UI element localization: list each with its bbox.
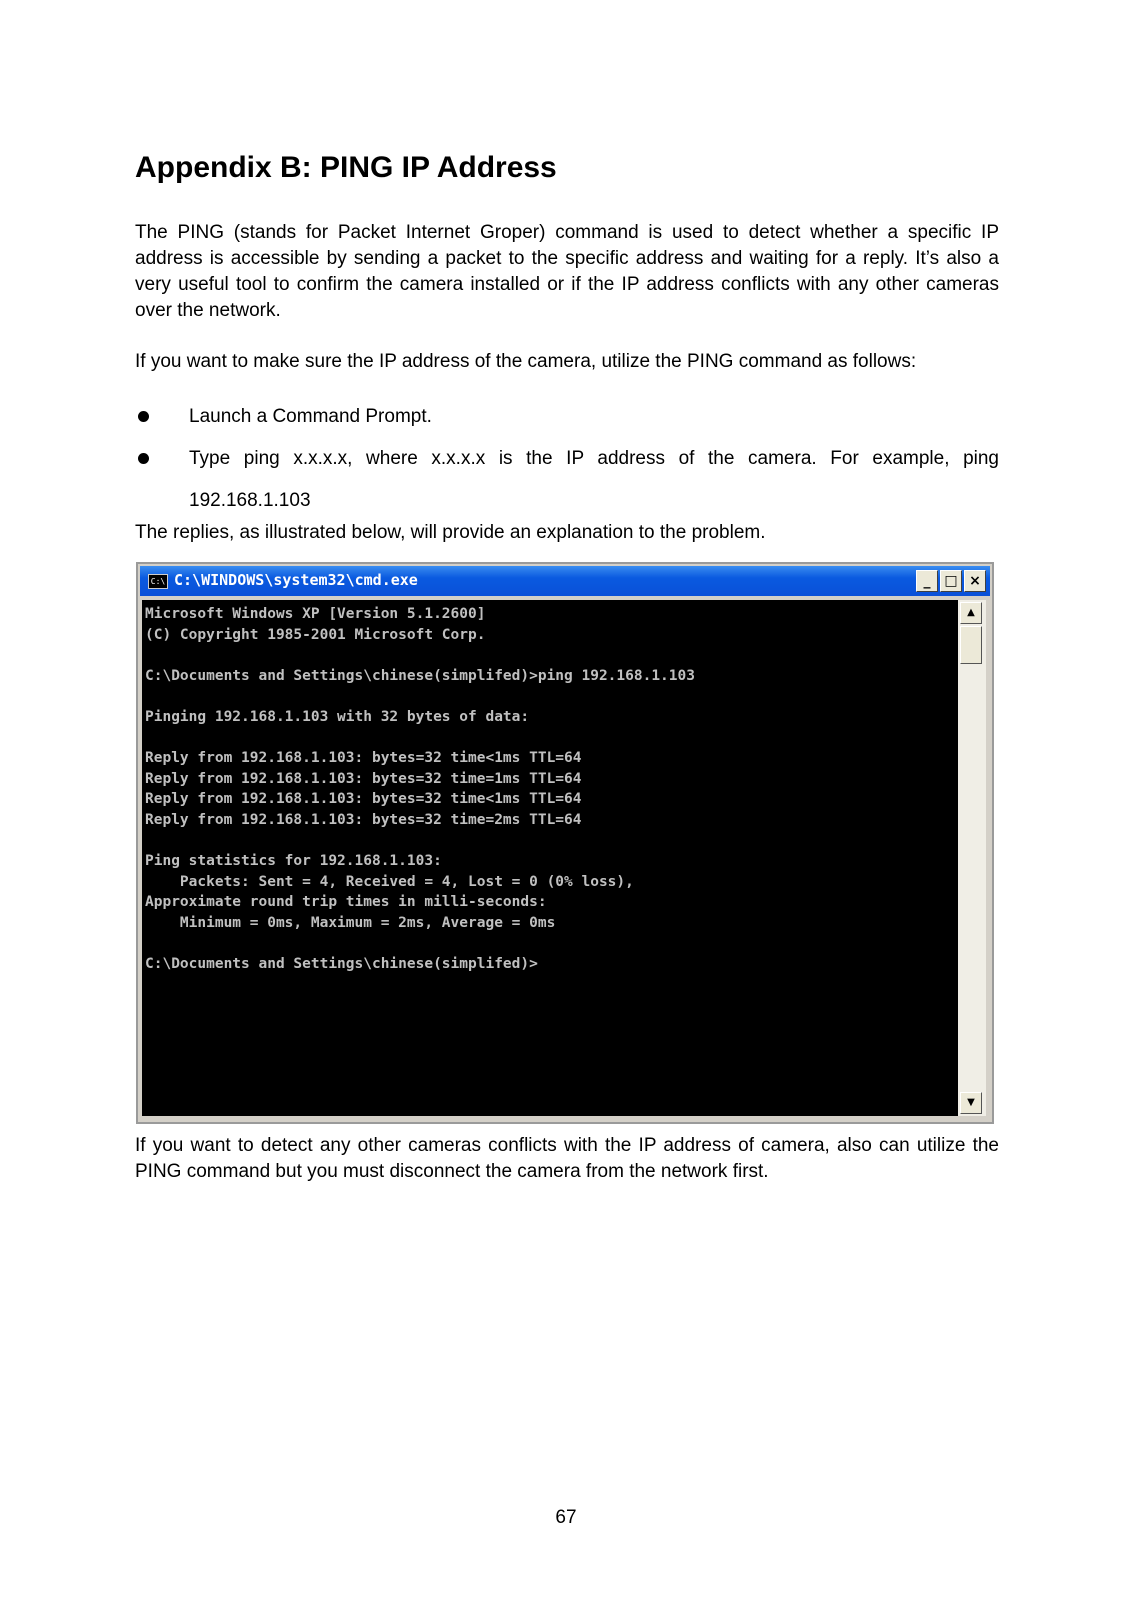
close-button[interactable]: ×: [964, 570, 986, 592]
vertical-scrollbar[interactable]: [958, 600, 986, 1116]
window-title: C:\WINDOWS\system32\cmd.exe: [174, 571, 418, 589]
instructions-paragraph: If you want to make sure the IP address of the camera, utilize the PING command as follows:: [135, 351, 917, 372]
window-title-bar[interactable]: [140, 566, 990, 596]
bullet-text: Type ping x.x.x.x, where x.x.x.x is the IP address of the camera. For example, ping 192.168.1.103: [189, 448, 999, 511]
bullet-icon: [138, 453, 149, 464]
minimize-button[interactable]: _: [916, 570, 938, 592]
bullet-text: Launch a Command Prompt.: [189, 406, 432, 427]
bullet-icon: [138, 411, 149, 422]
page-number: 67: [555, 1507, 577, 1528]
replies-paragraph: The replies, as illustrated below, will provide an explanation to the problem.: [135, 522, 766, 543]
console-text: Microsoft Windows XP [Version 5.1.2600] (C) Copyright 1985-2001 Microsoft Corp. C:\Documents and Settings\chinese(simplifed)>ping 192.168.1.103 Pinging 192.168.1.103 with 32 bytes of data: Reply from 192.168.1.103: bytes=32 time<1ms TTL=64 Reply from 192.168.1.103: bytes=32 time=1ms TTL=64 Reply from 192.168.1.103: bytes=32 time<1ms TTL=64 Reply from 192.168.1.103: bytes=32 time=2ms TTL=64 Ping statistics for 192.168.1.103: Packets: Sent = 4, Received = 4, Lost = 0 (0% loss), Approximate round trip times in milli-seconds: Minimum = 0ms, Maximum = 2ms, Average = 0ms C:\Documents and Settings\chinese(simplifed)>: [145, 606, 695, 973]
scroll-down-icon[interactable]: ▼: [960, 1092, 982, 1114]
bullet-item: [135, 404, 999, 430]
bullet-item: [135, 446, 999, 522]
command-prompt-window: [136, 562, 994, 1124]
maximize-button[interactable]: □: [940, 570, 962, 592]
page-heading: Appendix B: PING IP Address: [135, 151, 557, 184]
console-icon: C:\: [148, 574, 168, 589]
console-output-area[interactable]: [142, 600, 958, 1116]
scroll-up-icon[interactable]: ▲: [960, 602, 982, 624]
scrollbar-thumb[interactable]: [960, 626, 982, 664]
conflicts-paragraph: If you want to detect any other cameras conflicts with the IP address of camera, also can utilize the PING command but you must disconnect the camera from the network first.: [135, 1135, 999, 1182]
intro-paragraph: The PING (stands for Packet Internet Groper) command is used to detect whether a specific IP address is accessible by sending a packet to the specific address and waiting for a reply. It’s also a very useful tool to confirm the camera installed or if the IP address conflicts with any other cameras over the network.: [135, 222, 999, 321]
